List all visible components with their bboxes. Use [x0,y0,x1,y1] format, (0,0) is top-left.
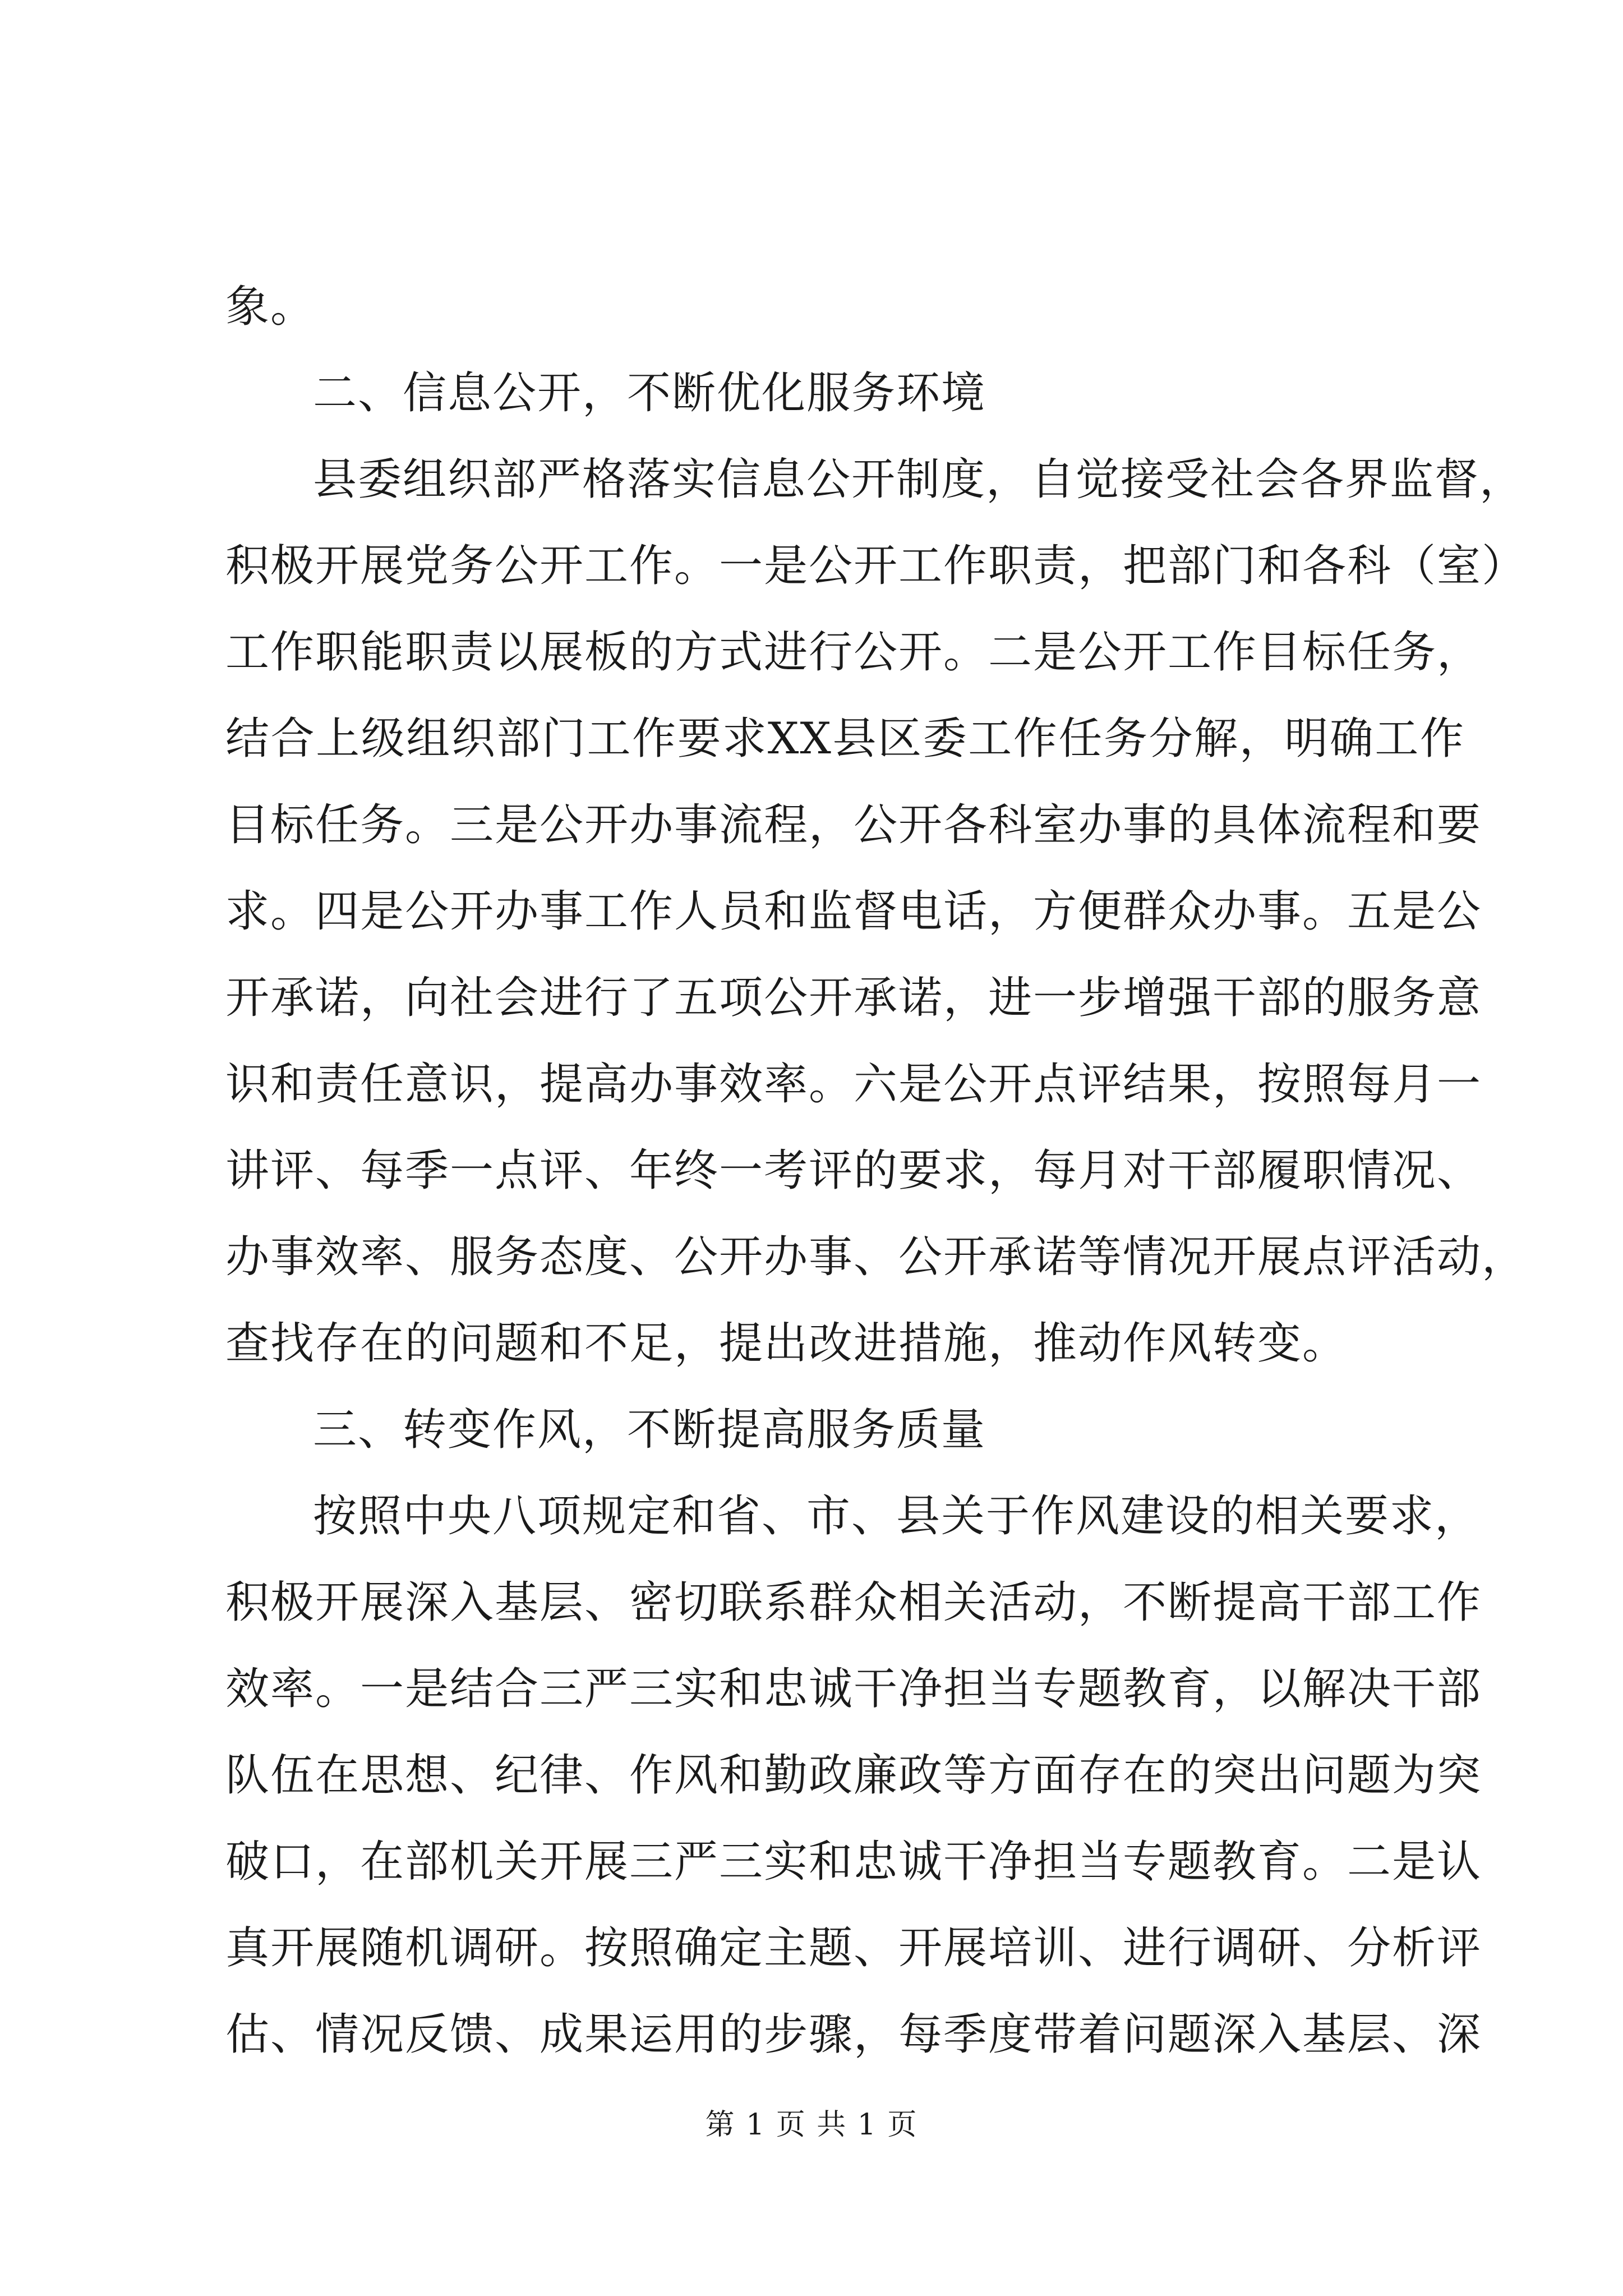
paragraph-first-line: 县委组织部严格落实信息公开制度，自觉接受社会各界监督， [313,454,1525,505]
text-line: 积极开展党务公开工作。一是公开工作职责，把部门和各科（室） [225,541,1527,591]
text-line: 查找存在的问题和不足，提出改进措施，推动作风转变。 [225,1318,1348,1369]
text-line: 队伍在思想、纪律、作风和勤政廉政等方面存在的突出问题为突 [225,1750,1482,1801]
text-line: 办事效率、服务态度、公开办事、公开承诺等情况开展点评活动， [225,1232,1527,1282]
section-heading: 三、转变作风，不断提高服务质量 [313,1405,986,1455]
text-line: 结合上级组织部门工作要求XX县区委工作任务分解，明确工作 [225,714,1465,764]
text-line: 积极开展深入基层、密切联系群众相关活动，不断提高干部工作 [225,1577,1482,1628]
text-line: 目标任务。三是公开办事流程，公开各科室办事的具体流程和要 [225,800,1482,850]
text-line: 估、情况反馈、成果运用的步骤，每季度带着问题深入基层、深 [225,2009,1482,2060]
text-line: 效率。一是结合三严三实和忠诚干净担当专题教育，以解决干部 [225,1664,1482,1714]
text-line: 破口，在部机关开展三严三实和忠诚干净担当专题教育。二是认 [225,1837,1482,1887]
text-line: 象。 [225,282,316,332]
text-line: 真开展随机调研。按照确定主题、开展培训、进行调研、分析评 [225,1923,1482,1973]
document-body [225,264,1527,2078]
paragraph-first-line: 按照中央八项规定和省、市、县关于作风建设的相关要求， [313,1491,1480,1542]
text-line: 开承诺，向社会进行了五项公开承诺，进一步增强干部的服务意 [225,973,1482,1023]
text-line: 讲评、每季一点评、年终一考评的要求，每月对干部履职情况、 [225,1145,1482,1196]
text-line: 识和责任意识，提高办事效率。六是公开点评结果，按照每月一 [225,1059,1482,1110]
page-number-footer: 第 1 页 共 1 页 [705,2108,918,2142]
text-line: 求。四是公开办事工作人员和监督电话，方便群众办事。五是公 [225,886,1482,937]
section-heading: 二、信息公开，不断优化服务环境 [313,368,986,418]
text-line: 工作职能职责以展板的方式进行公开。二是公开工作目标任务， [225,627,1482,678]
